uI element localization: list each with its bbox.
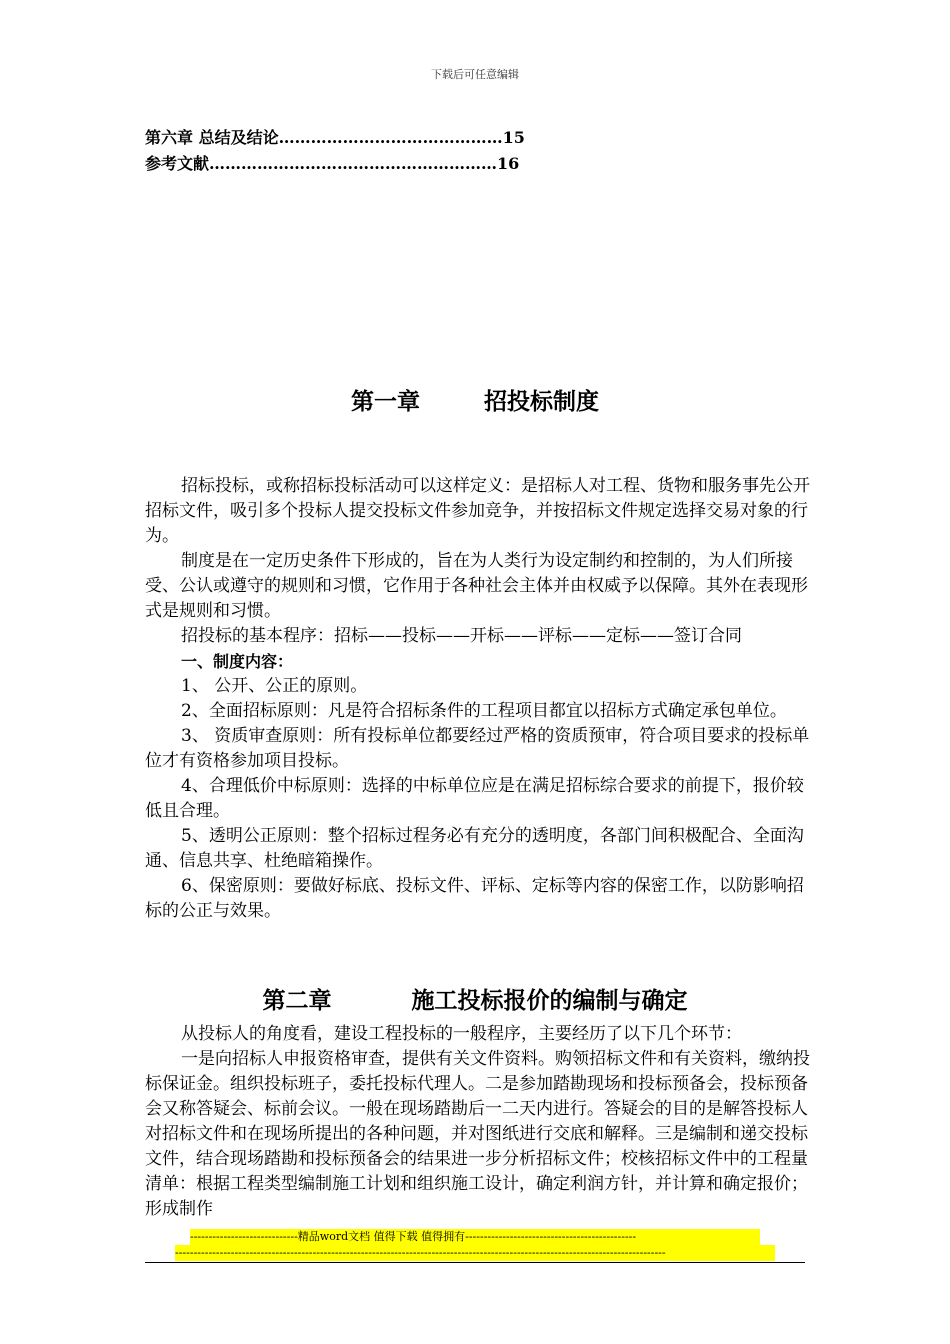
page-header: 下载后可任意编辑	[431, 68, 519, 81]
chapter-1-body	[145, 474, 815, 924]
list-item: 3、 资质审查原则：所有投标单位都要经过严格的资质预审，符合项目要求的投标单位才有资格参加项目投标。	[145, 726, 810, 771]
footer-banner: -----------------------------精品word文档 值得下载 值得拥有----------------------------------------------	[190, 1229, 760, 1245]
paragraph: 一是向招标人申报资格审查，提供有关文件资料。购领招标文件和有关资料，缴纳投标保证金。组织投标班子，委托投标代理人。二是参加踏勘现场和投标预备会，投标预备会又称答疑会、标前会议。一般在现场踏勘后一二天内进行。答疑会的目的是解答投标人对招标文件和在现场所提出的各种问题，并对图纸进行交底和解释。三是编制和递交投标文件，结合现场踏勘和投标预备会的结果进一步分析招标文件；校核招标文件中的工程量清单：根据工程类型编制施工计划和组织施工设计，确定利润方针，并计算和确定报价；形成制作	[145, 1049, 810, 1219]
toc-entry-chapter-6[interactable]: 第六章 总结及结论……………………………………15	[145, 128, 525, 147]
paragraph: 制度是在一定历史条件下形成的，旨在为人类行为设定制约和控制的，为人们所接受、公认或遵守的规则和习惯，它作用于各种社会主体并由权威予以保障。其外在表现形式是规则和习惯。	[145, 551, 808, 621]
list-item: 6、保密原则：要做好标底、投标文件、评标、定标等内容的保密工作，以防影响招标的公正与效果。	[145, 876, 804, 921]
chapter-1-title: 第一章 招投标制度	[350, 389, 600, 415]
list-item: 4、合理低价中标原则：选择的中标单位应是在满足招标综合要求的前提下，报价较低且合理。	[145, 776, 804, 821]
paragraph: 招标投标，或称招标投标活动可以这样定义：是招标人对工程、货物和服务事先公开招标文件，吸引多个投标人提交投标文件参加竞争，并按招标文件规定选择交易对象的行为。	[145, 476, 810, 546]
paragraph: 招投标的基本程序：招标——投标——开标——评标——定标——签订合同	[181, 626, 742, 646]
list-item: 5、透明公正原则：整个招标过程务必有充分的透明度，各部门间积极配合、全面沟通、信息共享、杜绝暗箱操作。	[145, 826, 804, 871]
footer-rule	[145, 1262, 805, 1263]
list-item: 1、 公开、公正的原则。	[181, 676, 368, 696]
paragraph: 从投标人的角度看，建设工程投标的一般程序，主要经历了以下几个环节：	[181, 1024, 742, 1044]
table-of-contents	[145, 125, 805, 177]
toc-entry-references[interactable]: 参考文献………………………………………………16	[145, 154, 520, 173]
section-heading: 一、制度内容：	[181, 652, 294, 671]
chapter-2-title: 第二章 施工投标报价的编制与确定	[262, 988, 688, 1014]
chapter-2-body	[145, 1022, 815, 1222]
footer-banner-dashes: ------------------------------------------------------------------------------------------------------------------------------------	[175, 1245, 775, 1261]
list-item: 2、全面招标原则：凡是符合招标条件的工程项目都宜以招标方式确定承包单位。	[181, 701, 787, 721]
